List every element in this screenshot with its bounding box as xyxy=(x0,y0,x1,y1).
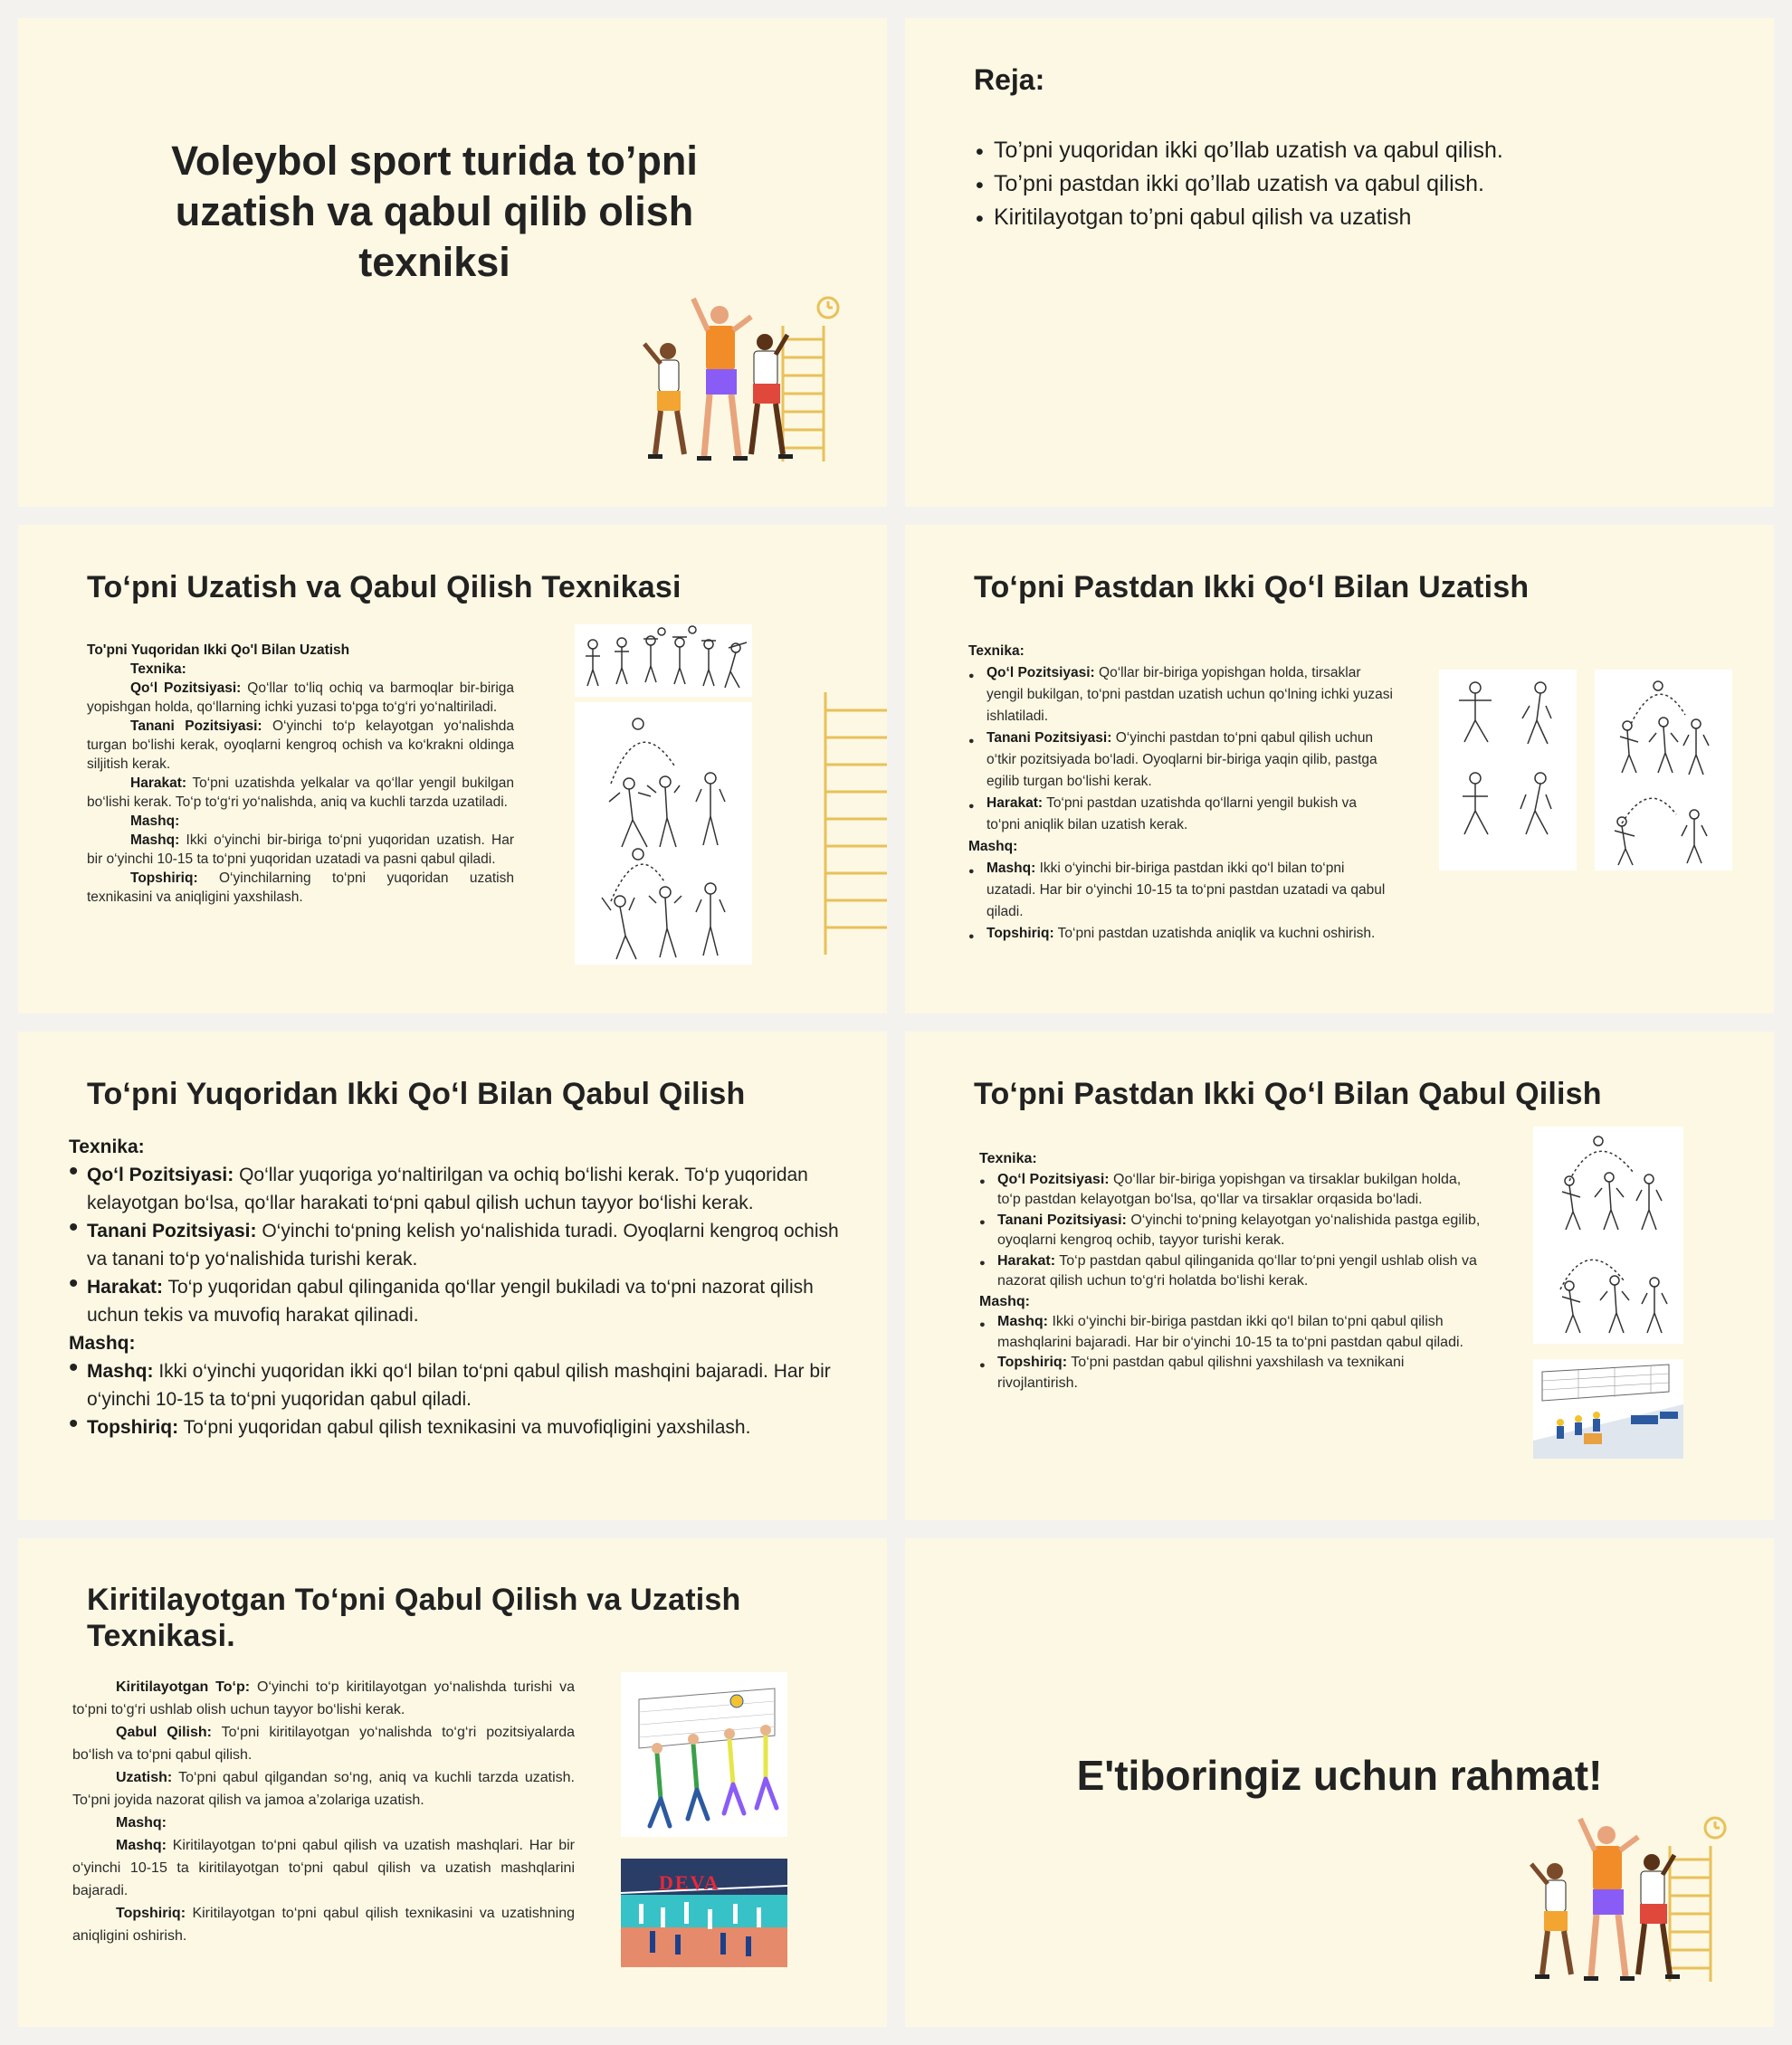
slide-thanks xyxy=(905,1538,1774,2027)
label: Topshiriq: xyxy=(130,870,198,886)
label: Mashq: xyxy=(87,1361,154,1382)
item-text: O‘yinchi pastdan to‘pni qabul qilish uchun o‘tkir pozitsiyada bo‘ladi. Oyoqlarni bir-biriga yaqin qilib, pastga egilib turgan bo‘lishi kerak. xyxy=(987,730,1377,789)
slide-title xyxy=(18,18,887,507)
paragraph: To‘pni uzatishda yelkalar va qo‘llar yengil bukilgan bo‘lishi kerak. To‘p to‘g‘ri yo‘nalishda, aniq va kuchli tarzda uzatiladi. xyxy=(87,775,514,810)
item-text: Ikki o‘yinchi bir-biriga pastdan ikki qo‘l bilan to‘pni qabul qilish mashqlarini bajaradi. Har bir o‘yinchi 10-15 ta to‘pni pastdan qabul qiladi. xyxy=(997,1314,1463,1350)
sports-people-illustration xyxy=(634,290,851,471)
list-item xyxy=(979,1353,1486,1393)
label: Tanani Pozitsiyasi: xyxy=(130,718,262,734)
technique-text xyxy=(968,641,1394,945)
slide-heading: Kiritilayotgan To‘pni Qabul Qilish va Uzatish Texnikasi. xyxy=(87,1583,741,1653)
label-mashq: Mashq: xyxy=(968,839,1018,854)
label-mashq: Mashq: xyxy=(979,1293,1030,1309)
item-text: To‘pni yuqoridan qabul qilish texnikasini va muvofiqligini yaxshilash. xyxy=(183,1417,751,1438)
label: Topshiriq: xyxy=(116,1906,186,1921)
label: Mashq: xyxy=(130,832,180,848)
paragraph: Kiritilayotgan to‘pni qabul qilish va uzatish mashqlari. Har bir o‘yinchi 10-15 ta kiritilayotgan to‘pni qabul qilish va uzatish mashqlarini bajaradi. xyxy=(72,1838,575,1898)
plan-item: • To’pni yuqoridan ikki qo’llab uzatish va qabul qilish. xyxy=(976,134,1754,167)
item-text: Ikki o‘yinchi yuqoridan ikki qo‘l bilan to‘pni qabul qilish mashqini bajaradi. Har bir o‘yinchi 10-15 ta to‘pni yuqoridan qabul qiladi. xyxy=(87,1361,831,1410)
label: Uzatish: xyxy=(116,1770,173,1785)
list-item xyxy=(968,923,1394,945)
volleyball-figure-drawing xyxy=(1533,1127,1683,1344)
label: Topshiriq: xyxy=(997,1355,1068,1370)
item-text: To‘p pastdan qabul qilinganida qo‘llar to‘pni yengil ushlab olish va nazorat qilish uchun to‘g‘ri holatda bo‘lishi kerak. xyxy=(997,1252,1477,1289)
paragraph: To‘pni kiritilayotgan yo‘nalishda to‘g‘ri pozitsiyalarda bo‘lish va to‘pni qabul qilish. xyxy=(72,1725,576,1763)
list-item xyxy=(69,1273,847,1329)
plan-item: • To’pni pastdan ikki qo’llab uzatish va qabul qilish. xyxy=(976,167,1754,201)
thanks-title: E'tiboringiz uchun rahmat! xyxy=(1076,1752,1603,1799)
label-texnika: Texnika: xyxy=(968,643,1025,659)
slide-heading: To‘pni Yuqoridan Ikki Qo‘l Bilan Qabul Qilish xyxy=(87,1077,746,1111)
plan-list xyxy=(976,134,1754,234)
sports-people-illustration xyxy=(1520,1810,1738,1991)
slide-underhand-pass xyxy=(905,525,1774,1013)
label-texnika: Texnika: xyxy=(979,1151,1037,1166)
list-item xyxy=(979,1312,1486,1353)
paragraph: O‘yinchilarning to‘pni yuqoridan uzatish texnikasini va aniqligini yaxshilash. xyxy=(87,870,514,905)
label-texnika: Texnika: xyxy=(69,1137,145,1157)
paragraph: To‘pni qabul qilgandan so‘ng, aniq va kuchli tarzda uzatish. To‘pni joyida nazorat qilish va jamoa a’zolariga uzatish. xyxy=(72,1770,575,1808)
list-item xyxy=(69,1413,847,1441)
plan-item: • Kiritilayotgan to’pni qabul qilish va uzatish xyxy=(976,201,1754,234)
label: Qo‘l Pozitsiyasi: xyxy=(997,1171,1110,1187)
wall-ladder-icon xyxy=(815,692,887,955)
label: Qabul Qilish: xyxy=(116,1725,213,1740)
technique-text xyxy=(72,1676,575,1947)
item-text: To‘pni pastdan qabul qilishni yaxshilash va texnikani rivojlantirish. xyxy=(997,1355,1405,1391)
label-texnika: Texnika: xyxy=(130,661,186,677)
technique-text xyxy=(979,1149,1486,1393)
volleyball-figure-drawing xyxy=(1439,670,1577,870)
slide-heading: To‘pni Pastdan Ikki Qo‘l Bilan Uzatish xyxy=(974,570,1530,604)
label: Mashq: xyxy=(997,1314,1048,1329)
item-text: To‘pni pastdan uzatishda aniqlik va kuchni oshirish. xyxy=(1057,926,1376,941)
label: Harakat: xyxy=(87,1277,164,1298)
label-mashq: Mashq: xyxy=(116,1815,167,1831)
paragraph: Kiritilayotgan to‘pni qabul qilish texnikasini va uzatishning aniqligini oshirish. xyxy=(72,1906,575,1944)
slide-heading: To‘pni Uzatish va Qabul Qilish Texnikasi xyxy=(87,570,682,604)
label: Kiritilayotgan To‘p: xyxy=(116,1679,251,1695)
slide-serve-receive xyxy=(18,1538,887,2027)
list-item xyxy=(979,1170,1486,1211)
paragraph: Ikki o‘yinchi bir-biriga to‘pni yuqoridan uzatish. Har bir o‘yinchi 10-15 ta to‘pni yuqoridan uzatadi va pasni qabul qiladi. xyxy=(87,832,515,867)
label-mashq: Mashq: xyxy=(69,1333,136,1354)
label: Harakat: xyxy=(130,775,187,791)
label: Tanani Pozitsiyasi: xyxy=(997,1212,1127,1228)
slide-heading: To‘pni Pastdan Ikki Qo‘l Bilan Qabul Qilish xyxy=(974,1077,1602,1111)
label-mashq: Mashq: xyxy=(130,813,180,829)
list-item xyxy=(968,728,1394,793)
list-item xyxy=(69,1217,847,1273)
label: Mashq: xyxy=(116,1838,167,1853)
item-text: Ikki o‘yinchi bir-biriga pastdan ikki qo‘l bilan to‘pni uzatadi. Har bir o‘yinchi 10-15 ta to‘pni pastdan uzatadi va qabul qiladi. xyxy=(987,861,1386,919)
slide-plan xyxy=(905,18,1774,507)
item-text: O‘yinchi to‘pning kelayotgan yo‘nalishida pastga egilib, oyoqlarni kengroq ochib, tayyor turishi kerak. xyxy=(997,1212,1481,1248)
list-item xyxy=(979,1251,1486,1292)
slide-underhand-receive xyxy=(905,1032,1774,1520)
slide-overhand-receive xyxy=(18,1032,887,1520)
label: Qo‘l Pozitsiyasi: xyxy=(130,680,242,696)
list-item xyxy=(968,662,1394,728)
photo-banner-text: DEVA xyxy=(659,1871,720,1894)
label: Topshiriq: xyxy=(87,1417,179,1438)
label: Qo‘l Pozitsiyasi: xyxy=(87,1165,234,1185)
item-text: Qo‘llar yuqoriga yo‘naltirilgan va ochiq bo‘lishi kerak. To‘p yuqoridan kelayotgan bo‘lsa, qo‘llar harakati to‘pni qabul qilish uchun tayyor bo‘lishi kerak. xyxy=(87,1165,808,1213)
paragraph: O‘yinchi to‘p kelayotgan yo‘nalishda turgan bo‘lishi kerak, oyoqlarni kengroq ochish va ko‘krakni oldinga siljitish kerak. xyxy=(87,718,514,772)
slide-passing-technique xyxy=(18,525,887,1013)
list-item xyxy=(69,1357,847,1413)
list-item xyxy=(979,1211,1486,1251)
item-text: Qo‘llar bir-biriga yopishgan va tirsaklar bukilgan holda, to‘p pastdan kelayotgan bo‘lsa, qo‘llar va tirsaklar orqasida bo‘ladi. xyxy=(997,1171,1462,1207)
label: Tanani Pozitsiyasi: xyxy=(987,730,1112,746)
item-text: To‘p yuqoridan qabul qilinganida qo‘llar yengil bukiladi va to‘pni nazorat qilish uchun tekis va muvofiq harakat qilinadi. xyxy=(87,1277,814,1326)
subheading: To'pni Yuqoridan Ikki Qo'l Bilan Uzatish xyxy=(87,642,350,658)
label: Harakat: xyxy=(997,1252,1056,1269)
volleyball-figure-drawing xyxy=(575,624,752,697)
item-text: To‘pni pastdan uzatishda qo‘llarni yengil bukish va to‘pni aniqlik bilan uzatish kerak. xyxy=(987,795,1357,832)
item-text: Qo‘llar bir-biriga yopishgan holda, tirsaklar yengil bukilgan, to‘pni pastdan uzatish uchun qo‘lning ichki yuzasi ishlatiladi. xyxy=(987,665,1393,724)
technique-text xyxy=(87,641,514,907)
label: Harakat: xyxy=(987,795,1044,811)
paragraph: Qo‘llar to‘liq ochiq va barmoqlar bir-biriga yopishgan holda, qo‘llarning ichki yuzasi to‘pga to‘g‘ri yo‘naltiriladi. xyxy=(87,680,515,715)
volleyball-figure-drawing xyxy=(575,702,752,965)
item-text: O‘yinchi to‘pning kelish yo‘nalishida turadi. Oyoqlarni kengroq ochish va tanani to‘p yo‘nalishida turishi kerak. xyxy=(87,1221,839,1270)
technique-text xyxy=(69,1133,847,1441)
volleyball-block-illustration xyxy=(621,1672,787,1837)
volleyball-figure-drawing xyxy=(1595,670,1732,870)
label: Qo‘l Pozitsiyasi: xyxy=(987,665,1095,680)
list-item xyxy=(968,793,1394,836)
label: Mashq: xyxy=(987,861,1036,876)
label: Topshiriq: xyxy=(987,926,1054,941)
paragraph: O‘yinchi to‘p kiritilayotgan yo‘nalishda turishi va to‘pni to‘g‘ri ushlab olish uchun tayyor bo‘lishi kerak. xyxy=(72,1679,576,1717)
presentation-title: Voleybol sport turida to’pni uzatish va qabul qilib olish texniksi xyxy=(171,138,698,285)
volleyball-court-illustration xyxy=(1533,1359,1683,1459)
list-item xyxy=(968,858,1394,923)
plan-title: Reja: xyxy=(974,63,1045,96)
volleyball-match-photo xyxy=(621,1859,787,1967)
label: Tanani Pozitsiyasi: xyxy=(87,1221,257,1241)
list-item xyxy=(69,1161,847,1217)
